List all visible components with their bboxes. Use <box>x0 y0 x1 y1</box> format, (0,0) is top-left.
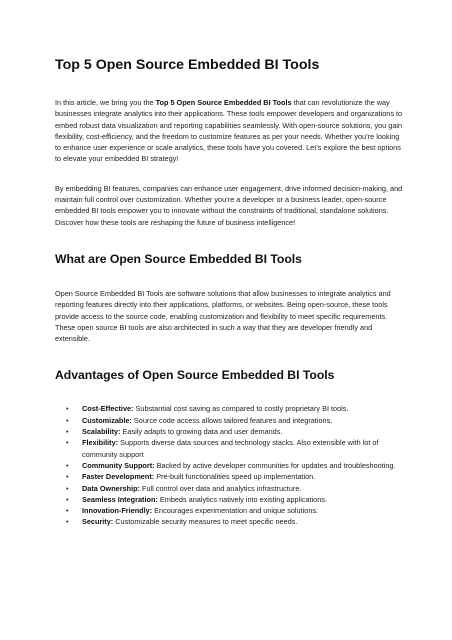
list-item <box>55 437 407 460</box>
list-item-text: Source code access allows tailored features and integrations. <box>131 415 333 425</box>
list-item-text: Encourages experimentation and unique solutions. <box>152 506 319 516</box>
second-paragraph: By embedding BI features, companies can enhance user engagement, drive informed decision-making, and maintain full control over customization. Whether you’re a developer or a business leader, open-source embedded BI tools empower you to innovate without the constraints of traditional, standalone solutions. Discover how these tools are reshaping the future of business intelligence! <box>55 183 403 227</box>
intro-text-after: that can revolutionize the way businesses integrate analytics into their applications. These tools empower developers and organizations to embed robust data visualization and reporting capabilities seamlessly. With open-source solutions, you gain flexibility, cost-efficiency, and the freedom to customize features as per your needs. Whether you’re looking to enhance user experience or scale analytics, these tools have you covered. Let’s explore the best options to elevate your embedded BI strategy! <box>55 98 403 164</box>
document-title: Top 5 Open Source Embedded BI Tools <box>55 57 320 73</box>
list-item <box>55 460 407 471</box>
intro-text-bold: Top 5 Open Source Embedded BI Tools <box>155 98 292 107</box>
list-item-term: Seamless Integration: <box>82 494 158 504</box>
bullet-icon: • <box>66 415 69 425</box>
list-item-term: Data Ownership: <box>82 483 140 493</box>
list-item <box>55 403 407 414</box>
bullet-icon: • <box>66 404 69 414</box>
list-item-text: Embeds analytics natively into existing applications. <box>157 494 327 504</box>
intro-text-before: In this article, we bring you the <box>55 98 156 107</box>
bullet-icon: • <box>66 460 69 470</box>
bullet-icon: • <box>66 506 69 516</box>
document-content <box>55 56 407 528</box>
list-item-term: Flexibility: <box>82 438 119 448</box>
list-item-text: Full control over data and analytics infrastructure. <box>139 483 302 493</box>
list-item-term: Innovation-Friendly: <box>82 506 153 516</box>
list-item-text: Backed by active developer communities for updates and troubleshooting. <box>154 460 396 470</box>
intro-paragraph <box>55 97 407 165</box>
list-item-text: Supports diverse data sources and technology stacks. Also extensible with lot of community support <box>82 438 379 459</box>
list-item-term: Community Support: <box>82 460 155 470</box>
list-item <box>55 426 407 437</box>
list-item-text: Customizable security measures to meet specific needs. <box>113 517 298 527</box>
list-item-term: Security: <box>82 517 114 527</box>
bullet-icon: • <box>66 517 69 527</box>
list-item <box>55 471 407 482</box>
bullet-icon: • <box>66 472 69 482</box>
list-item-term: Faster Development: <box>82 472 155 482</box>
list-item-term: Customizable: <box>82 415 132 425</box>
list-item <box>55 483 407 494</box>
section-heading-advantages: Advantages of Open Source Embedded BI Tools <box>55 368 335 383</box>
list-item-term: Scalability: <box>82 427 121 437</box>
advantages-list <box>55 403 407 527</box>
bullet-icon: • <box>66 438 69 448</box>
list-item <box>55 516 407 527</box>
list-item-text: Substantial cost saving as compared to costly proprietary BI tools. <box>133 404 349 414</box>
bullet-icon: • <box>66 427 69 437</box>
bullet-icon: • <box>66 494 69 504</box>
section-what-are-body: Open Source Embedded BI Tools are software solutions that allow businesses to integrate analytics and reporting features directly into their applications, platforms, or websites. Being open-source, these tools provide access to the source code, enabling customization and flexibility to meet specific requirements. These open source BI tools are also architected in such a way that they are developer friendly and extensible. <box>55 288 391 344</box>
list-item-term: Cost-Effective: <box>82 404 134 414</box>
list-item <box>55 505 407 516</box>
bullet-icon: • <box>66 483 69 493</box>
list-item-text: Easily adapts to growing data and user demands. <box>120 427 283 437</box>
list-item <box>55 494 407 505</box>
list-item <box>55 415 407 426</box>
section-heading-what-are: What are Open Source Embedded BI Tools <box>55 251 302 266</box>
list-item-text: Pre-built functionalities speed up implementation. <box>154 472 316 482</box>
